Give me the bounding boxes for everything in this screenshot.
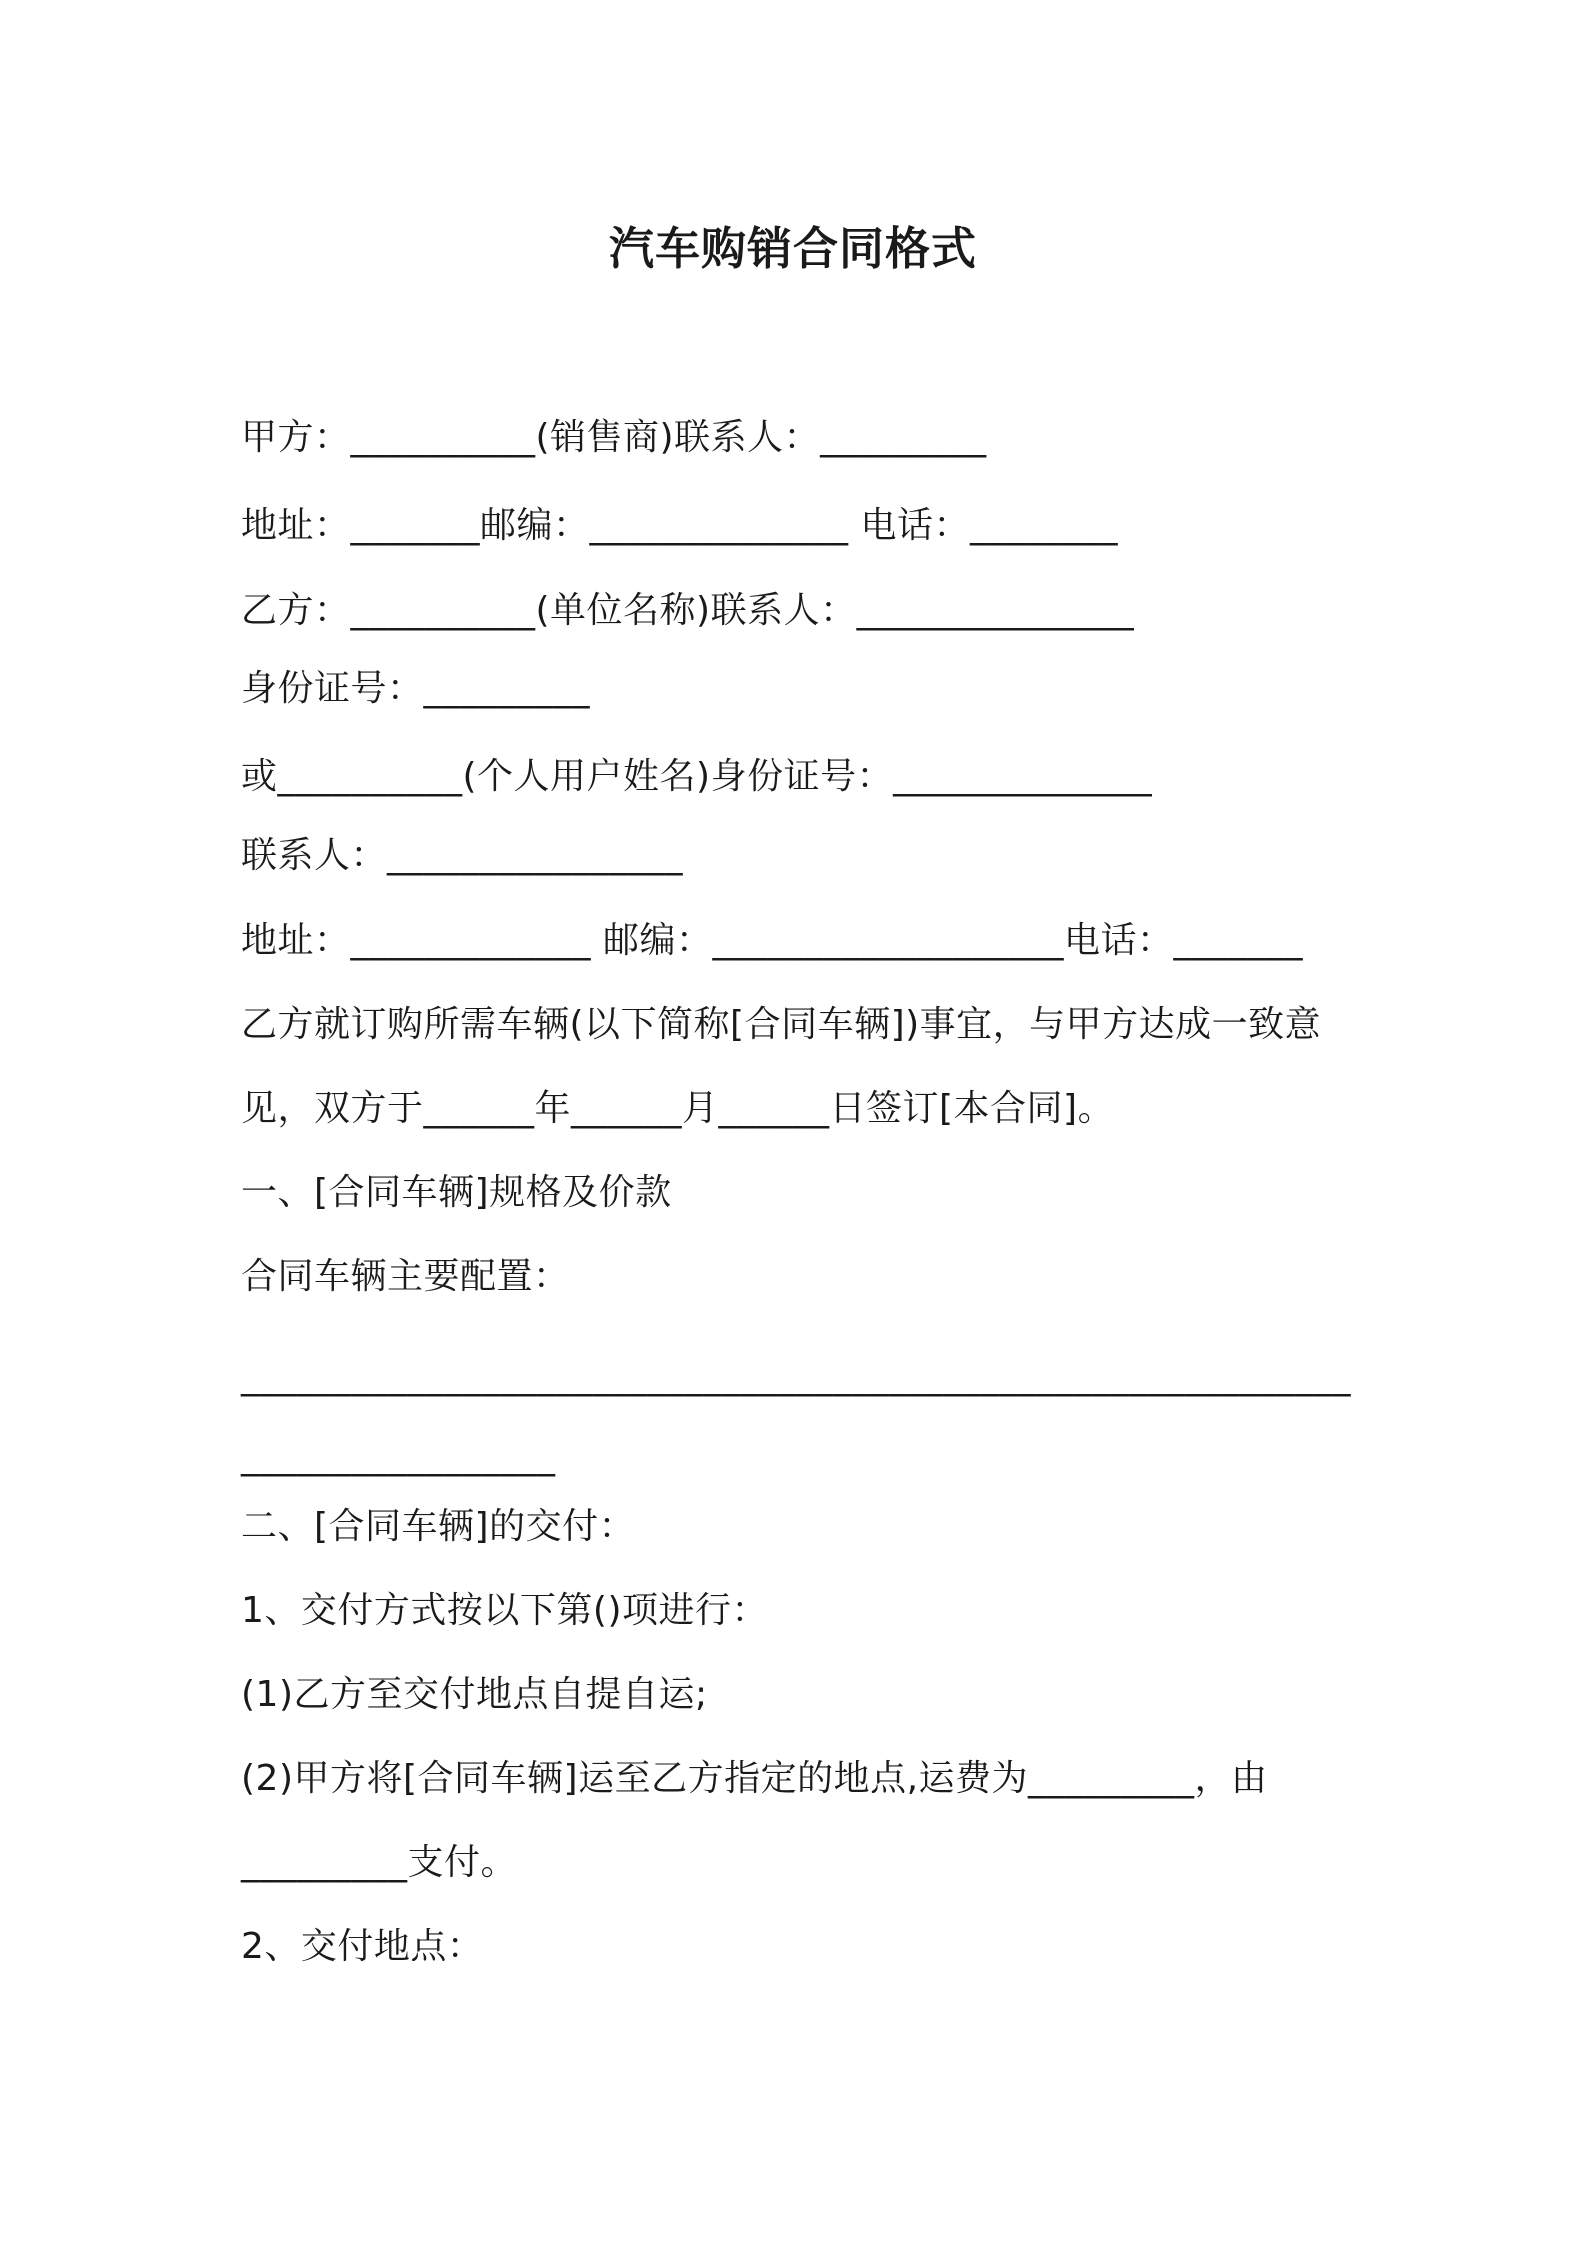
individual-user-line: 或__________(个人用户姓名)身份证号：______________ [241,756,1153,797]
vehicle-config-label: 合同车辆主要配置： [241,1256,570,1297]
party-b-id-line: 身份证号：_________ [241,668,591,709]
party-a-address-line: 地址：_______邮编：______________ 电话：________ [241,505,1118,546]
party-b-address-line: 地址：_____________ 邮编：___________________电话：_______ [241,920,1303,961]
contact-person-line: 联系人：________________ [241,835,684,876]
preamble-line-1: 乙方就订购所需车辆(以下简称[合同车辆])事宜，与甲方达成一致意 [241,1004,1322,1045]
delivery-option-1: (1)乙方至交付地点自提自运; [241,1674,708,1715]
delivery-method-line: 1、交付方式按以下第()项进行： [241,1590,768,1631]
party-a-line: 甲方：__________(销售商)联系人：_________ [241,417,987,458]
delivery-option-2-cont: _________支付。 [241,1842,518,1883]
vehicle-config-blank-2: _________________ [241,1436,556,1477]
section-1-heading: 一、[合同车辆]规格及价款 [241,1172,672,1213]
delivery-option-2: (2)甲方将[合同车辆]运至乙方指定的地点,运费为_________，由 [241,1758,1268,1799]
document-title: 汽车购销合同格式 [608,222,977,275]
section-2-heading: 二、[合同车辆]的交付： [241,1506,636,1547]
party-b-line: 乙方：__________(单位名称)联系人：_______________ [241,590,1135,631]
delivery-location-line: 2、交付地点： [241,1926,484,1967]
preamble-line-2: 见，双方于______年______月______日签订[本合同]。 [241,1088,1115,1129]
vehicle-config-blank-1: ____________________________________________________________ [241,1356,1351,1397]
